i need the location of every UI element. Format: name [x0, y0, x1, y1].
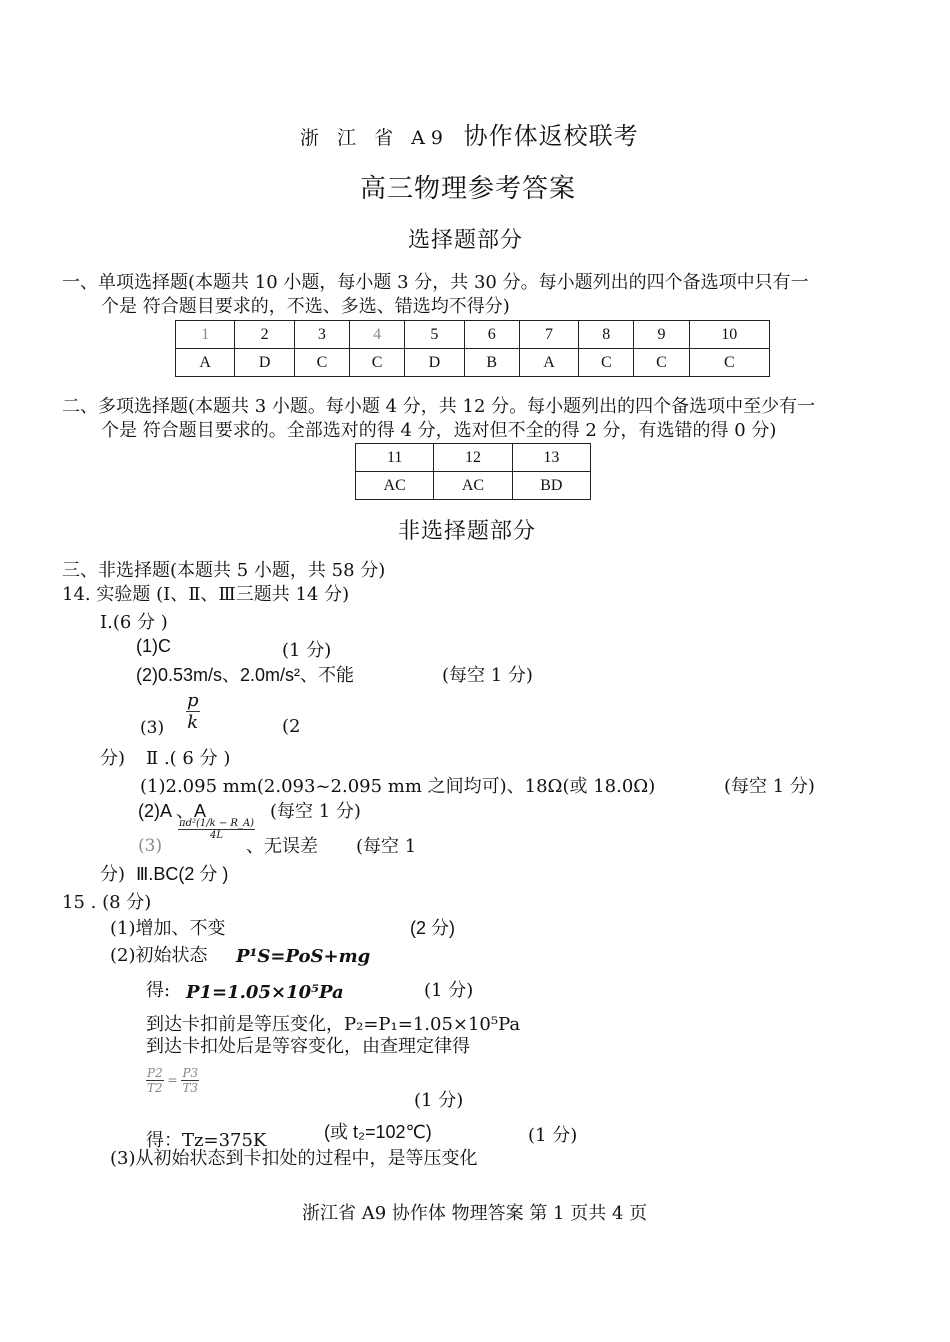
q14-II-answer-2-score: (每空 1 分) — [270, 801, 361, 822]
table-row — [356, 472, 591, 500]
fraction-denominator: k — [187, 712, 199, 733]
table-cell: D — [235, 349, 294, 377]
fraction-denominator: T3 — [182, 1081, 199, 1095]
table-cell: C — [579, 349, 634, 377]
table-row — [356, 444, 591, 472]
q15-final-temperature: 得：Tz=375K — [146, 1130, 267, 1151]
title-prefix: 浙 江 省 A9 — [300, 127, 449, 149]
table-cell: 1 — [176, 321, 235, 349]
table-cell: AC — [434, 472, 512, 500]
section-title-choice: 选择题部分 — [408, 228, 524, 253]
q14-II-answer-1-score: (每空 1 分) — [724, 776, 815, 797]
q14-title: 14. 实验题 (I、Ⅱ、Ⅲ三题共 14 分) — [62, 584, 350, 605]
q14-I-answer-3-label: (3) — [140, 718, 165, 738]
table-row — [176, 349, 770, 377]
q14-II-answer-3-score-b: 分) — [100, 864, 126, 885]
table-cell: 5 — [405, 321, 464, 349]
q14-I-answer-1-score: (1 分) — [282, 640, 332, 661]
q15-final-temperature-score: (1 分) — [528, 1125, 578, 1146]
fraction-numerator: P2 — [147, 1066, 163, 1080]
q15-pressure-result-score: (1 分) — [424, 980, 474, 1001]
table-cell: C — [350, 349, 405, 377]
section-title-nonchoice: 非选择题部分 — [398, 519, 537, 544]
q15-get-label: 得: — [146, 980, 171, 1001]
part2-instructions-line2: 个是 符合题目要求的。全部选对的得 4 分，选对但不全的得 2 分，有选错的得 0 分) — [101, 420, 777, 441]
q15-equilibrium-equation: P¹S=PoS+mg — [236, 946, 371, 967]
table-cell: A — [519, 349, 578, 377]
table-cell: 7 — [519, 321, 578, 349]
fraction-denominator: 4L — [210, 830, 224, 841]
q14-I-answer-3-score-b: 分) — [100, 748, 126, 769]
q14-II-answer-2: (2)A 、A — [138, 801, 207, 821]
q14-II-answer-3-score-a: (每空 1 — [356, 836, 417, 857]
q14-II-answer-3-label: (3) — [138, 836, 163, 856]
q15-isochoric-line: 到达卡扣处后是等容变化，由查理定律得 — [146, 1036, 470, 1057]
fraction-denominator: T2 — [147, 1081, 163, 1095]
q15-answer-3: (3)从初始状态到卡扣处的过程中，是等压变化 — [110, 1148, 478, 1169]
part3-intro: 三、非选择题(本题共 5 小题，共 58 分) — [62, 560, 386, 581]
table-cell: 9 — [634, 321, 689, 349]
q14-part-I-heading: I.(6 分 ) — [100, 612, 168, 633]
q14-part-II-heading: Ⅱ .( 6 分 ) — [146, 748, 231, 769]
q15-pressure-result: P1=1.05×10⁵Pa — [186, 982, 344, 1003]
part2-instructions-line1: 二、多项选择题(本题共 3 小题。每小题 4 分，共 12 分。每小题列出的四个备选项中至少有一 — [62, 396, 816, 417]
q14-I-answer-2: (2)0.53m/s、2.0m/s²、不能 — [136, 665, 355, 685]
q14-part-III-answer: Ⅲ.BC(2 分 ) — [136, 864, 229, 884]
q15-title: 15 . (8 分) — [62, 892, 152, 913]
table-cell: C — [689, 349, 769, 377]
fraction-numerator: p — [187, 690, 199, 711]
table-row — [176, 321, 770, 349]
table-cell: BD — [512, 472, 590, 500]
table-cell: 10 — [689, 321, 769, 349]
table-cell: 11 — [356, 444, 434, 472]
part1-instructions-line1: 一、单项选择题(本题共 10 小题，每小题 3 分，共 30 分。每小题列出的四个备选项中只有一 — [62, 272, 809, 293]
q14-I-answer-3-score-a: (2 — [282, 716, 301, 737]
q14-II-answer-3-fraction — [178, 818, 255, 841]
page-subtitle: 高三物理参考答案 — [360, 174, 577, 204]
table-cell: 13 — [512, 444, 590, 472]
q14-I-answer-1: (1)C — [136, 636, 171, 656]
page-footer: 浙江省 A9 协作体 物理答案 第 1 页共 4 页 — [302, 1203, 648, 1224]
table-cell: 8 — [579, 321, 634, 349]
table-cell: 6 — [464, 321, 519, 349]
title-main: 协作体返校联考 — [463, 122, 639, 150]
q15-isobaric-line: 到达卡扣前是等压变化，P₂=P₁=1.05×10⁵Pa — [146, 1014, 521, 1035]
table-cell: C — [294, 349, 349, 377]
q14-I-answer-3-fraction — [186, 690, 200, 733]
q15-charles-law-equation — [146, 1066, 199, 1095]
table-cell: 12 — [434, 444, 512, 472]
table-cell: A — [176, 349, 235, 377]
fraction-numerator: P3 — [182, 1066, 199, 1080]
q15-answer-1: (1)增加、不变 — [110, 918, 226, 939]
q14-II-answer-3-text: 、无误差 — [246, 836, 318, 857]
table-cell: 2 — [235, 321, 294, 349]
equals-sign: = — [167, 1073, 178, 1087]
q15-final-temperature-alt: (或 t₂=102℃) — [324, 1122, 432, 1142]
table-cell: 3 — [294, 321, 349, 349]
table-cell: AC — [356, 472, 434, 500]
fraction-numerator: πd²(1/k − R_A) — [179, 818, 255, 829]
page-title — [300, 116, 639, 151]
table-cell: C — [634, 349, 689, 377]
q14-II-answer-1: (1)2.095 mm(2.093~2.095 mm 之间均可)、18Ω(或 18.0Ω) — [140, 776, 656, 797]
table-cell: B — [464, 349, 519, 377]
q15-charles-law-score: (1 分) — [414, 1090, 464, 1111]
table-cell: D — [405, 349, 464, 377]
q15-answer-2-heading: (2)初始状态 — [110, 945, 208, 966]
q14-I-answer-2-score: (每空 1 分) — [442, 665, 533, 686]
single-choice-answer-table — [175, 320, 770, 377]
multiple-choice-answer-table — [355, 443, 591, 500]
table-cell: 4 — [350, 321, 405, 349]
part1-instructions-line2: 个是 符合题目要求的，不选、多选、错选均不得分) — [101, 296, 510, 317]
q15-answer-1-score: (2 分) — [410, 918, 455, 938]
